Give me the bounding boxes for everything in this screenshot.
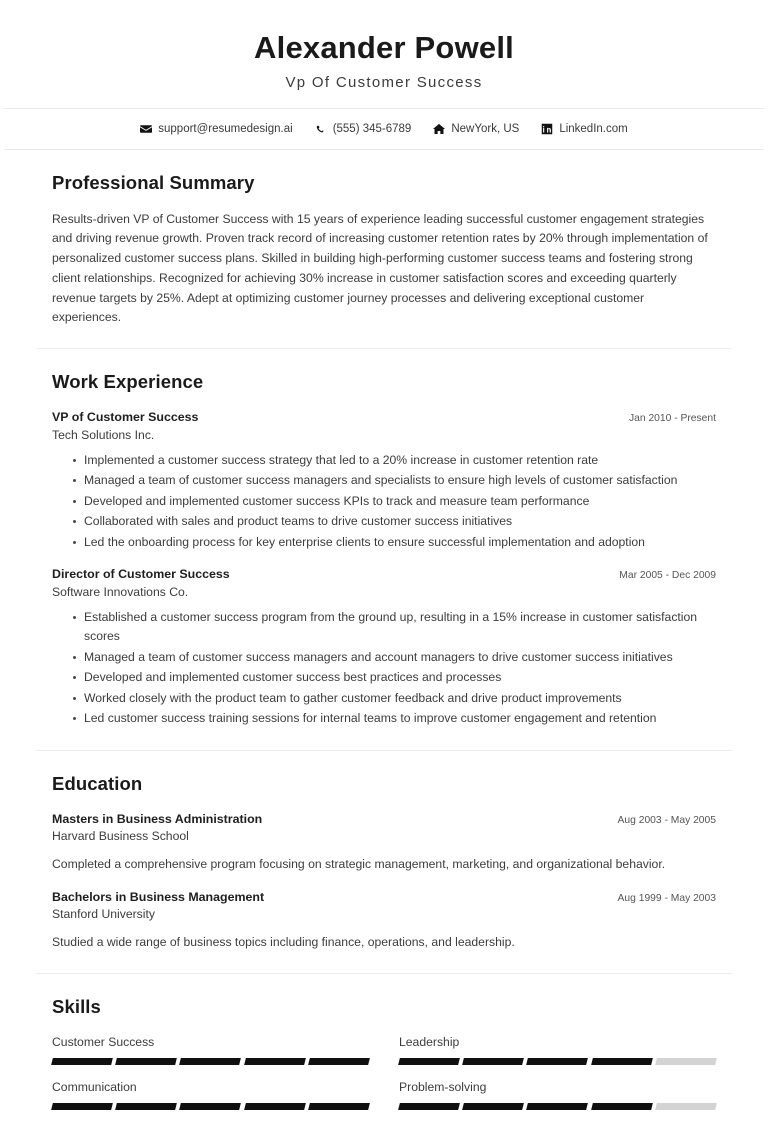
list-item: Led the onboarding process for key enterprise clients to ensure successful implementation and adoption [73,533,716,553]
list-item: Collaborated with sales and product teams to drive customer success initiatives [73,512,716,532]
skill-item [52,1034,369,1065]
list-item: Developed and implemented customer success best practices and processes [73,668,716,688]
skill-segment [655,1103,717,1110]
skills-grid [52,1034,716,1110]
section-education [0,751,768,973]
education-entry-description: Studied a wide range of business topics including finance, operations, and leadership. [52,935,515,950]
resume-header [0,0,768,108]
work-entry-bullets [52,608,716,729]
education-entry [52,889,716,953]
skill-segment [398,1103,460,1110]
skill-segment [308,1058,370,1065]
list-item: Established a customer success program from the ground up, resulting in a 15% increase in customer satisfaction scores [73,608,716,647]
work-entry-org: Tech Solutions Inc. [52,427,155,442]
contact-bar [4,108,764,150]
linkedin-icon [541,123,553,135]
section-professional-summary [0,150,768,349]
education-entry [52,811,716,875]
contact-linkedin[interactable] [541,123,627,135]
skill-level-bar [52,1058,369,1065]
contact-email-text: support@resumedesign.ai [158,122,293,135]
education-entry-head [52,889,716,906]
skill-segment [462,1103,524,1110]
skill-segment [115,1058,177,1065]
list-item: Developed and implemented customer success KPIs to track and measure team performance [73,492,716,512]
email-icon [140,123,152,135]
work-entry-bullets [52,451,716,553]
page-title: Alexander Powell [254,30,514,65]
phone-icon [315,123,327,135]
education-entry-org: Stanford University [52,907,155,922]
work-entry-title: Director of Customer Success [52,567,230,582]
contact-phone-text: (555) 345-6789 [332,122,412,135]
education-entry-title: Masters in Business Administration [52,811,263,826]
home-icon [433,123,445,135]
list-item: Implemented a customer success strategy that led to a 20% increase in customer retention rate [73,451,716,471]
work-entry-date: Jan 2010 - Present [628,413,716,425]
education-entry-title: Bachelors in Business Management [52,889,265,904]
work-entry-head [52,566,716,583]
skill-label: Problem-solving [399,1079,487,1094]
work-entry [52,566,716,729]
section-title-education: Education [52,772,143,794]
skill-segment [308,1103,370,1110]
education-entry-date: Aug 2003 - May 2005 [617,814,716,826]
list-item: Worked closely with the product team to gather customer feedback and drive product improvements [73,689,716,709]
skill-segment [591,1058,653,1065]
skill-segment [244,1103,306,1110]
education-entry-org: Harvard Business School [52,829,189,844]
skill-label: Customer Success [52,1034,155,1049]
skill-segment [398,1058,460,1065]
work-entry-date: Mar 2005 - Dec 2009 [619,570,716,582]
work-entry-org: Software Innovations Co. [52,584,189,599]
section-title-summary: Professional Summary [52,171,255,193]
skill-segment [591,1103,653,1110]
list-item: Managed a team of customer success managers and account managers to drive customer success initiatives [73,648,716,668]
contact-linkedin-text: LinkedIn.com [559,122,628,135]
contact-location[interactable] [433,123,519,135]
list-item: Led customer success training sessions for internal teams to improve customer engagement and retention [73,709,716,729]
work-entry [52,409,716,552]
section-title-work: Work Experience [52,371,204,393]
skill-segment [655,1058,717,1065]
skill-segment [462,1058,524,1065]
skill-item [399,1079,716,1110]
skill-level-bar [399,1058,716,1065]
skill-label: Communication [52,1079,137,1094]
work-entry-head [52,409,716,426]
skill-segment [527,1103,589,1110]
job-title-subtitle: Vp Of Customer Success [285,73,483,91]
skill-segment [51,1058,113,1065]
education-entry-date: Aug 1999 - May 2003 [617,892,716,904]
education-entry-description: Completed a comprehensive program focusing on strategic management, marketing, and organizational behavior. [52,857,666,872]
list-item: Managed a team of customer success managers and specialists to ensure high levels of customer satisfaction [73,471,716,491]
skill-level-bar [52,1103,369,1110]
section-work-experience [0,349,768,750]
skill-segment [180,1103,242,1110]
education-entry-head [52,811,716,828]
section-skills [0,974,768,1130]
skill-item [399,1034,716,1065]
contact-phone[interactable] [315,123,412,135]
skill-segment [115,1103,177,1110]
contact-location-text: NewYork, US [451,122,520,135]
skill-segment [244,1058,306,1065]
skill-segment [527,1058,589,1065]
section-title-skills: Skills [52,995,101,1017]
summary-text: Results-driven VP of Customer Success with 15 years of experience leading successful customer engagement strategies and driving revenue growth. Proven track record of increasing customer retention rates by 20% through implementation of personalized customer success plans. Skilled in building high-performing customer success teams and fostering strong client relationships. Recognized for achieving 30% increase in customer satisfaction scores and exceeding quarterly revenue targets by 25%. Adept at optimizing customer journey processes and delivering exceptional customer experiences. [52,211,708,325]
contact-email[interactable] [140,123,292,135]
skill-segment [180,1058,242,1065]
work-entry-title: VP of Customer Success [52,410,199,425]
skill-item [52,1079,369,1110]
skill-label: Leadership [399,1034,460,1049]
skill-level-bar [399,1103,716,1110]
skill-segment [51,1103,113,1110]
